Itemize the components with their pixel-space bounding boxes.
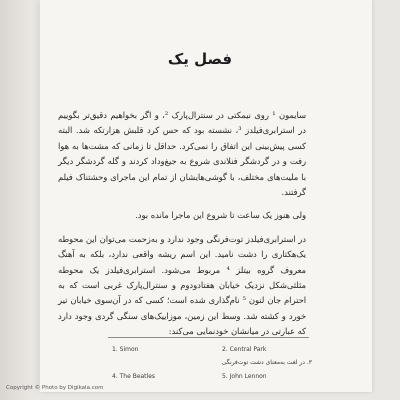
paragraph-3: در استرابری‌فیلدز توت‌فرنگی وجود ندارد و به‌زحمت می‌توان این محوطه یک‌هکتاری را دشت نامید. این اسم ریشه واقعی ندارد، بلکه به آهنگ معروف گروه بیتلز ⁴ مربوط می‌شود. استرابری‌فیلدز یک محوطه مثلثی‌شکل نزدیک خیابان هفتادودوم و سنترال‌پارک غربی است که به احترام جان لنون ⁵ نام‌گذاری شده است؛ کسی که در آن‌سوی خیابان تیر خورد و کشته شد. وسط این زمین، موزاییک‌های سنگی گردی وجود دارد که عبارتی در میانشان خودنمایی می‌کند: [58, 233, 307, 337]
footnote-5: 5. John Lennon [222, 373, 267, 380]
footnote-divider [108, 337, 309, 338]
chapter-title: فصل یک [167, 50, 233, 68]
footnote-2: 2. Central Park [222, 346, 267, 353]
paragraph-1: سایمون ¹ روی نیمکتی در سنترال‌پارک ²، و اگر بخواهیم دقیق‌تر بگوییم در استرابری‌فیلدز ³، نشسته بود که حس کرد قلبش هزارتکه شد. البته کسی پیش‌بینی این اتفاق را نمی‌کرد. حداقل تا زمانی که مشت‌ها به هوا رفت و در گردشگر فنلاندی شروع به جیغ‌وداد کردند و گله گردشگر دیگر با ملیت‌های مختلف، با گوشی‌هایشان از تمام این ماجرای وحشتناک فیلم گرفتند. [58, 110, 306, 198]
copyright-text: Copyright © Photo by Digikala.com [6, 385, 104, 391]
paragraph-2: ولی هنوز یک ساعت تا شروع این ماجرا مانده بود. [135, 210, 306, 221]
footnote-4: 4. The Beatles [112, 373, 156, 380]
footnote-1: 1. Simon [112, 346, 139, 353]
footnote-3: ۳. در لغت به‌معنای دشت توت‌فرنگی [221, 359, 312, 366]
body-text [58, 108, 306, 340]
